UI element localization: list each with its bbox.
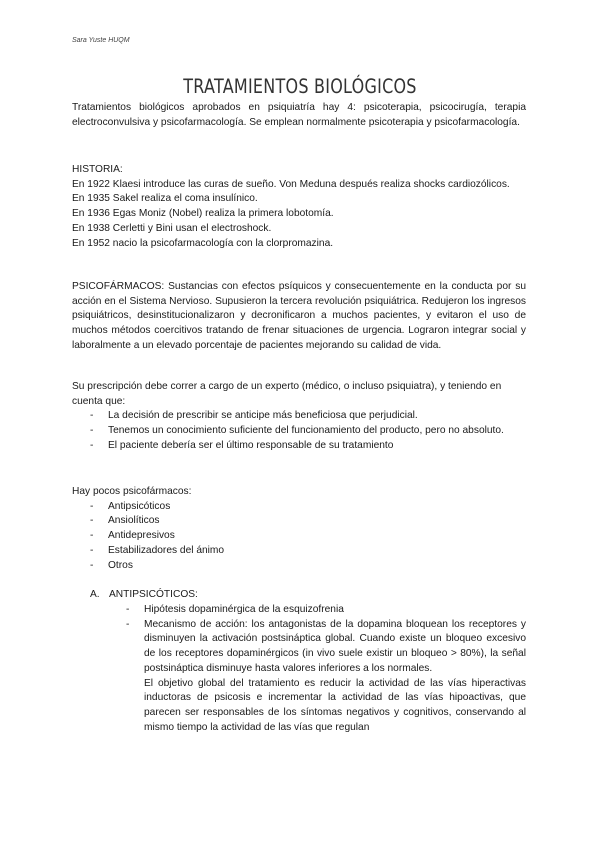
header-author: Sara Yuste HUQM: [72, 37, 130, 44]
historia-line: En 1936 Egas Moniz (Nobel) realiza la primera lobotomía.: [72, 208, 334, 220]
list-item: - Otros: [72, 559, 526, 574]
historia-line: En 1952 nacio la psicofarmacología con la clorpromazina.: [72, 237, 334, 249]
list-item: - La decisión de prescribir se anticipe más beneficiosa que perjudicial.: [72, 409, 526, 424]
prescripcion-section: [72, 380, 526, 454]
list-item: - Antipsicóticos: [72, 500, 526, 515]
list-item: - Antidepresivos: [72, 529, 526, 544]
historia-line: En 1938 Cerletti y Bini usan el electroshock.: [72, 222, 272, 234]
historia-line: En 1922 Klaesi introduce las curas de sueño. Von Meduna después realiza shocks cardiozólicos.: [72, 178, 510, 190]
historia-line: En 1935 Sakel realiza el coma insulínico.: [72, 193, 258, 205]
antipsicoticos-continuation: El objetivo global del tratamiento es reducir la actividad de las vías hiperactivas inductoras de psicosis e incrementar la actividad de las vías hipoactivas, que parecen ser responsables de los síntomas negativos y cognitivos, conservando al mismo tiempo la actividad de las vías que regulan: [144, 677, 526, 733]
tipos-intro: Hay pocos psicofármacos:: [72, 486, 192, 497]
page-title: TRATAMIENTOS BIOLÓGICOS: [183, 75, 417, 98]
section-letter: A.: [90, 589, 100, 600]
psicofarmacos-paragraph: PSICOFÁRMACOS: Sustancias con efectos psíquicos y consecuentemente en la conducta por su acción en el Sistema Nervioso. Supusieron la tercera revolución psiquiátrica. Redujeron los ingresos psiquiátricos, desinstitucionalizaron y decronificaron a muchos pacientes, y evitaron el uso de muchos métodos coercitivos tratando de frenar situaciones de urgencia. Lograron integrar social y laboralmente a un elevado porcentaje de pacientes mejorando su calidad de vida.: [72, 281, 526, 351]
historia-heading: HISTORIA:: [72, 164, 123, 175]
intro-paragraph: Tratamientos biológicos aprobados en psiquiatría hay 4: psicoterapia, psicocirugía, terapia electroconvulsiva y psicofarmacología. Se emplean normalmente psicoterapia y psicofarmacología.: [72, 102, 526, 128]
list-item: - Tenemos un conocimiento suficiente del funcionamiento del producto, pero no absoluto.: [72, 424, 526, 439]
antipsicoticos-list: [144, 603, 526, 735]
historia-section: [72, 163, 526, 251]
section-heading: ANTIPSICÓTICOS:: [109, 589, 198, 600]
list-item: - El paciente debería ser el último responsable de su tratamiento: [72, 439, 526, 454]
prescripcion-intro: Su prescripción debe correr a cargo de un experto (médico, o incluso psiquiatra), y teniendo en cuenta que:: [72, 381, 502, 407]
list-item: - Estabilizadores del ánimo: [72, 544, 526, 559]
list-item: - Ansiolíticos: [72, 514, 526, 529]
tipos-section: [72, 485, 526, 573]
list-item: - Hipótesis dopaminérgica de la esquizofrenia: [144, 603, 526, 618]
list-item: - Mecanismo de acción: los antagonistas de la dopamina bloquean los receptores y disminuyen la activación postsináptica global. Cuando existe un bloqueo excesivo de los receptores dopaminérgicos (in vivo suele existir un bloqueo > 80%), la señal postsináptica disminuye hasta valores inferiores a los normales.: [144, 618, 526, 677]
antipsicoticos-heading: [90, 588, 198, 603]
